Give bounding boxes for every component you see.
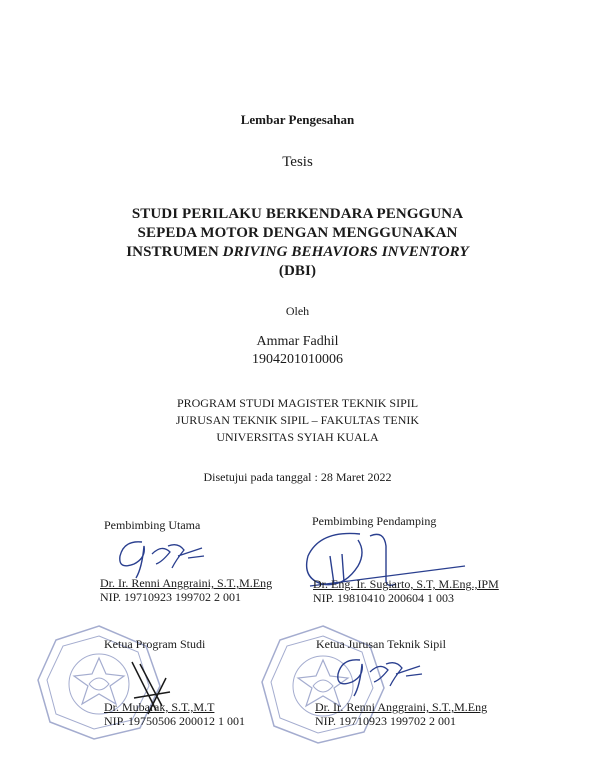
by-label: Oleh: [285, 304, 310, 318]
department-head-nip: NIP. 19710923 199702 2 001: [315, 714, 457, 728]
title-line-2: SEPEDA MOTOR DENGAN MENGGUNAKAN: [137, 225, 458, 241]
title-line-3: [0, 243, 595, 262]
program-line-1: PROGRAM STUDI MAGISTER TEKNIK SIPIL: [176, 396, 419, 410]
department-head-role: Ketua Jurusan Teknik Sipil: [316, 637, 446, 651]
title-line-1: STUDI PERILAKU BERKENDARA PENGGUNA: [131, 206, 464, 222]
author-name: Ammar Fadhil: [256, 334, 339, 349]
thesis-title: [0, 205, 595, 281]
main-advisor-nip: NIP. 19710923 199702 2 001: [100, 590, 242, 604]
author-student-id: 1904201010006: [252, 352, 343, 367]
co-advisor-nip: NIP. 19810410 200604 1 003: [313, 591, 455, 605]
author-block: [0, 333, 595, 369]
department-head-name: Dr. Ir. Renni Anggraini, S.T.,M.Eng: [315, 700, 488, 714]
program-head-role: Ketua Program Studi: [104, 637, 206, 651]
title-line-3-prefix: INSTRUMEN: [126, 244, 223, 260]
program-head-name: Dr. Mubarak, S.T.,M.T: [104, 700, 215, 714]
main-advisor-role: Pembimbing Utama: [104, 518, 201, 532]
main-advisor-signature: [112, 534, 212, 580]
approval-date: Disetujui pada tanggal : 28 Maret 2022: [203, 470, 392, 484]
department-head-signature: [330, 652, 430, 700]
title-line-4: (DBI): [278, 263, 317, 279]
program-head-nip: NIP. 19750506 200012 1 001: [104, 714, 246, 728]
page-label: Lembar Pengesahan: [240, 112, 355, 127]
document-type: Tesis: [282, 154, 313, 170]
program-line-3: UNIVERSITAS SYIAH KUALA: [216, 430, 379, 444]
program-block: [0, 395, 595, 446]
co-advisor-role: Pembimbing Pendamping: [312, 514, 437, 528]
program-line-2: JURUSAN TEKNIK SIPIL – FAKULTAS TENIK: [175, 413, 420, 427]
co-advisor-name: Dr. Eng. Ir. Sugiarto, S.T, M.Eng.,IPM: [313, 577, 499, 591]
main-advisor-name: Dr. Ir. Renni Anggraini, S.T.,M.Eng: [100, 576, 273, 590]
title-line-3-italic: DRIVING BEHAVIORS INVENTORY: [222, 244, 469, 260]
